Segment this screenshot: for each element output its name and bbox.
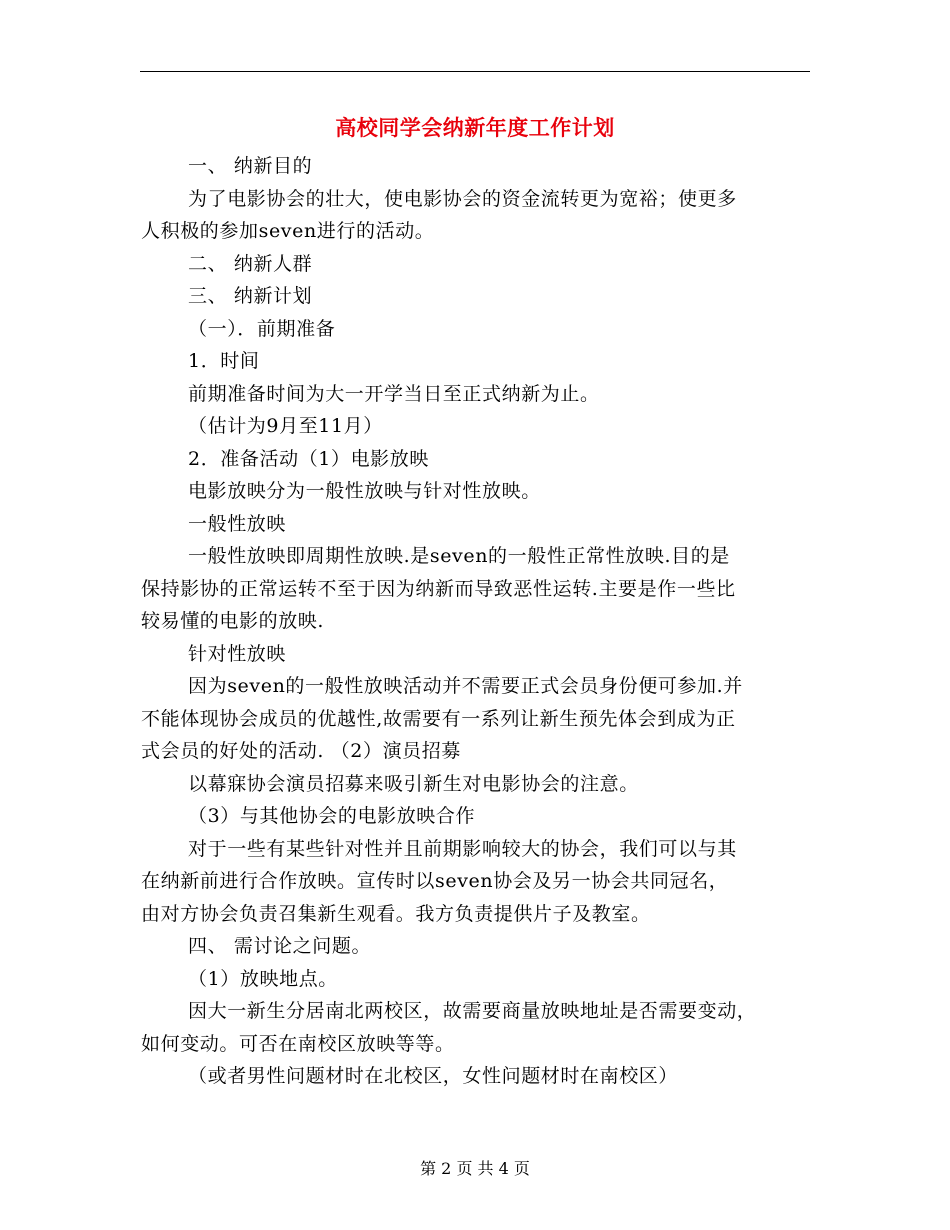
paragraph-line: 保持影协的正常运转不至于因为纳新而导致恶性运转.主要是作一些比 bbox=[141, 578, 736, 600]
paragraph-line: 在纳新前进行合作放映。宣传时以seven协会及另一协会共同冠名， bbox=[141, 870, 729, 892]
paragraph-line: 电影放映分为一般性放映与针对性放映。 bbox=[188, 480, 541, 502]
item-heading: （1）放映地点。 bbox=[188, 968, 338, 990]
paragraph-line: 对于一些有某些针对性并且前期影响较大的协会，我们可以与其 bbox=[188, 838, 737, 860]
item-heading: 一般性放映 bbox=[188, 513, 287, 535]
item-heading: 1．时间 bbox=[188, 350, 260, 372]
paragraph-line: 因大一新生分居南北两校区，故需要商量放映地址是否需要变动， bbox=[188, 1000, 757, 1022]
paragraph-line: 因为seven的一般性放映活动并不需要正式会员身份便可参加.并 bbox=[188, 675, 743, 697]
section-heading-4: 四、 需讨论之问题。 bbox=[188, 935, 372, 957]
paragraph-line: 一般性放映即周期性放映.是seven的一般性正常性放映.目的是 bbox=[188, 545, 730, 567]
paragraph-line: 式会员的好处的活动. （2）演员招募 bbox=[141, 740, 461, 762]
paragraph-line: 由对方协会负责召集新生观看。我方负责提供片子及教室。 bbox=[141, 903, 651, 925]
paragraph-line: 不能体现协会成员的优越性,故需要有一系列让新生预先体会到成为正 bbox=[141, 708, 736, 730]
paragraph-line: 前期准备时间为大一开学当日至正式纳新为止。 bbox=[188, 383, 600, 405]
subsection-heading: （一）．前期准备 bbox=[188, 318, 336, 340]
item-heading: 2．准备活动（1）电影放映 bbox=[188, 448, 429, 470]
paragraph-line: 如何变动。可否在南校区放映等等。 bbox=[141, 1033, 455, 1055]
paragraph-line: 人积极的参加seven进行的活动。 bbox=[141, 220, 435, 242]
section-heading-3: 三、 纳新计划 bbox=[188, 285, 313, 307]
header-rule bbox=[140, 71, 810, 72]
section-heading-2: 二、 纳新人群 bbox=[188, 253, 313, 275]
item-heading: （3）与其他协会的电影放映合作 bbox=[188, 805, 476, 827]
page-number: 第 2 页 共 4 页 bbox=[420, 1159, 530, 1178]
document-title: 高校同学会纳新年度工作计划 bbox=[335, 115, 615, 140]
paragraph-line: 较易懂的电影的放映. bbox=[141, 610, 325, 632]
item-heading: 针对性放映 bbox=[188, 643, 287, 665]
section-heading-1: 一、 纳新目的 bbox=[188, 155, 313, 177]
paragraph-line: 以幕寐协会演员招募来吸引新生对电影协会的注意。 bbox=[188, 773, 639, 795]
paragraph-line: 为了电影协会的壮大，使电影协会的资金流转更为宽裕；使更多 bbox=[188, 188, 737, 210]
paragraph-line: （估计为9月至11月） bbox=[188, 415, 383, 437]
paragraph-line: （或者男性问题材时在北校区，女性问题材时在南校区） bbox=[188, 1065, 679, 1087]
